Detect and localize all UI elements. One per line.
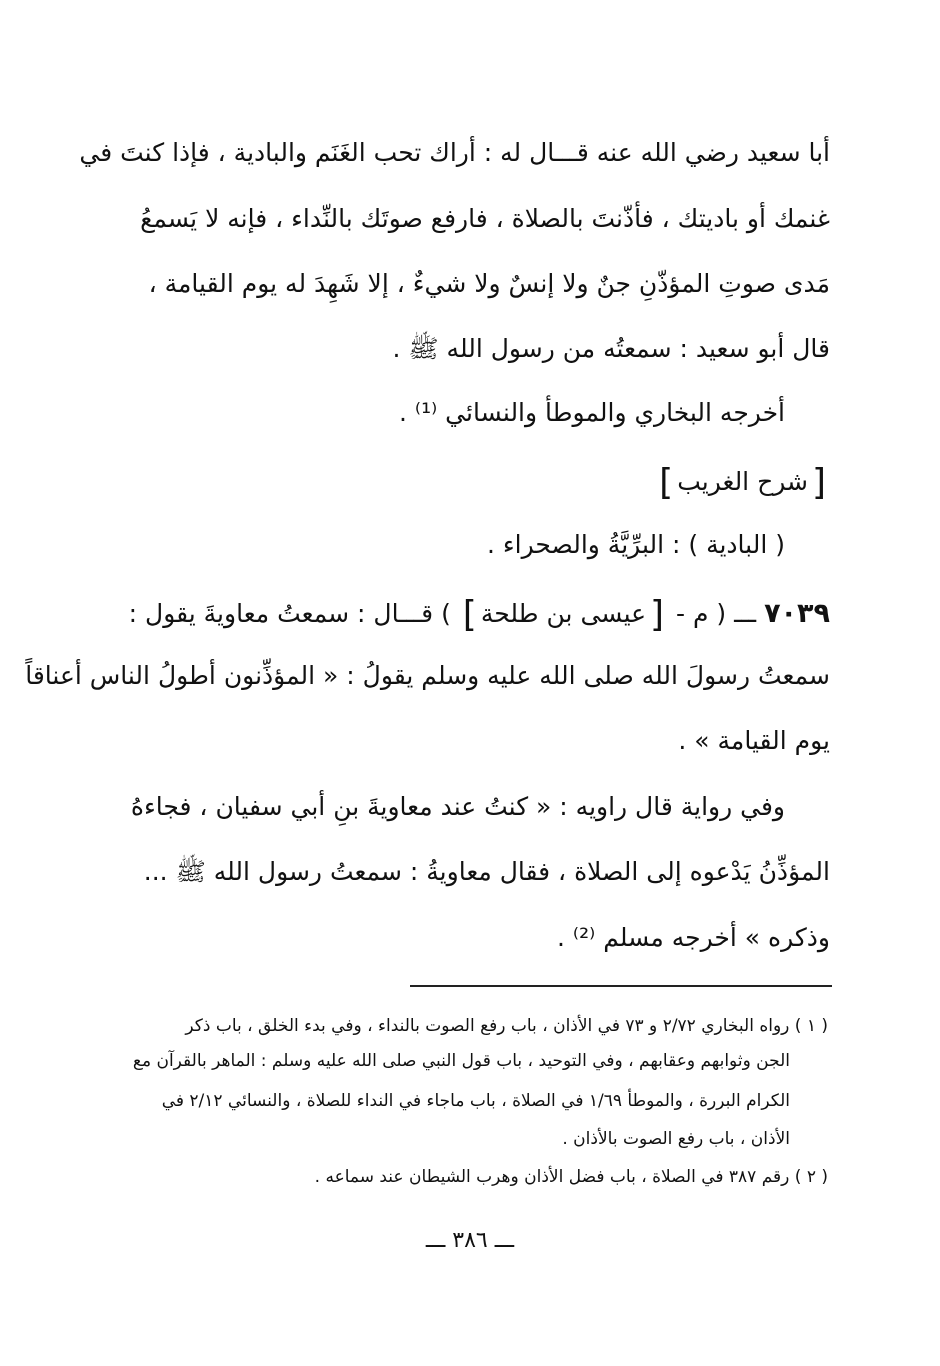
- hadith-prefix: ( م -: [668, 599, 727, 628]
- hadith-line-1: سمعتُ رسولَ الله صلى الله عليه وسلم يقولُ : « المؤذِّنون أطولُ الناس أعناقاً: [25, 661, 830, 690]
- footnote-1-line-1: ( ١ ) رواه البخاري ٢/٧٢ و ٧٣ في الأذان ، باب رفع الصوت بالنداء ، وفي بدء الخلق ، باب ذكر: [185, 1016, 828, 1036]
- hadith-number: ٧٠٣٩: [764, 598, 830, 629]
- page-number: ـــ ٣٨٦ ـــ: [425, 1228, 515, 1253]
- body-line-2: غنمك أو باديتك ، فأذّنتَ بالصلاة ، فارفع صوتَك بالنِّداء ، فإنه لا يَسمعُ: [140, 204, 830, 233]
- hadith-header: [128, 594, 830, 635]
- body-line-1: أبا سعيد رضي الله عنه قـــال له : أراك تحب الغَنَم والبادية ، فإذا كنتَ في: [79, 138, 830, 167]
- gharib-heading: [655, 462, 830, 503]
- bracket-close: ]: [659, 462, 674, 503]
- footnote-1-line-4: الأذان ، باب رفع الصوت بالأذان .: [562, 1129, 790, 1149]
- footnote-2: ( ٢ ) رقم ٣٨٧ في الصلاة ، باب فضل الأذان وهرب الشيطان عند سماعه .: [314, 1167, 828, 1187]
- hadith-line-2: يوم القيامة » .: [678, 726, 830, 755]
- body-line-5: أخرجه البخاري والموطأ والنسائي ⁽¹⁾ .: [399, 398, 785, 427]
- hadith-narrator: عيسى بن طلحة: [480, 599, 647, 628]
- footnote-separator: [410, 985, 832, 987]
- bracket-close: ]: [462, 594, 477, 635]
- footnote-1-line-3: الكرام البررة ، والموطأ ١/٦٩ في الصلاة ، باب ماجاء في النداء للصلاة ، والنسائي ٢/١٢ في: [161, 1091, 790, 1111]
- hadith-dash: ـــ: [734, 599, 757, 628]
- gharib-heading-text: شرح الغريب: [677, 467, 808, 496]
- gharib-line: ( البادية ) : البرِّيَّةُ والصحراء .: [487, 530, 785, 559]
- bracket-open: [: [650, 594, 665, 635]
- hadith-after-narrator: ) قـــال : سمعتُ معاويةَ يقول :: [128, 599, 459, 628]
- body-line-3: مَدى صوتِ المؤذّنِ جنٌ ولا إنسٌ ولا شيءٌ ، إلا شَهِدَ له يوم القيامة ،: [148, 269, 830, 298]
- footnote-1-line-2: الجن وثوابهم وعقابهم ، وفي التوحيد ، باب قول النبي صلى الله عليه وسلم : الماهر بالقرآن مع: [132, 1051, 790, 1071]
- riwaya-line-1: وفي رواية قال راويه : « كنتُ عند معاويةَ بنِ أبي سفيان ، فجاءهُ: [130, 792, 785, 821]
- riwaya-line-2: المؤذِّنُ يَدْعوه إلى الصلاة ، فقال معاويةُ : سمعتُ رسول الله ﷺ ...: [143, 857, 830, 886]
- riwaya-line-3: وذكره » أخرجه مسلم ⁽²⁾ .: [557, 923, 830, 952]
- body-line-4: قال أبو سعيد : سمعتُه من رسول الله ﷺ .: [392, 334, 830, 363]
- bracket-open: [: [811, 462, 826, 503]
